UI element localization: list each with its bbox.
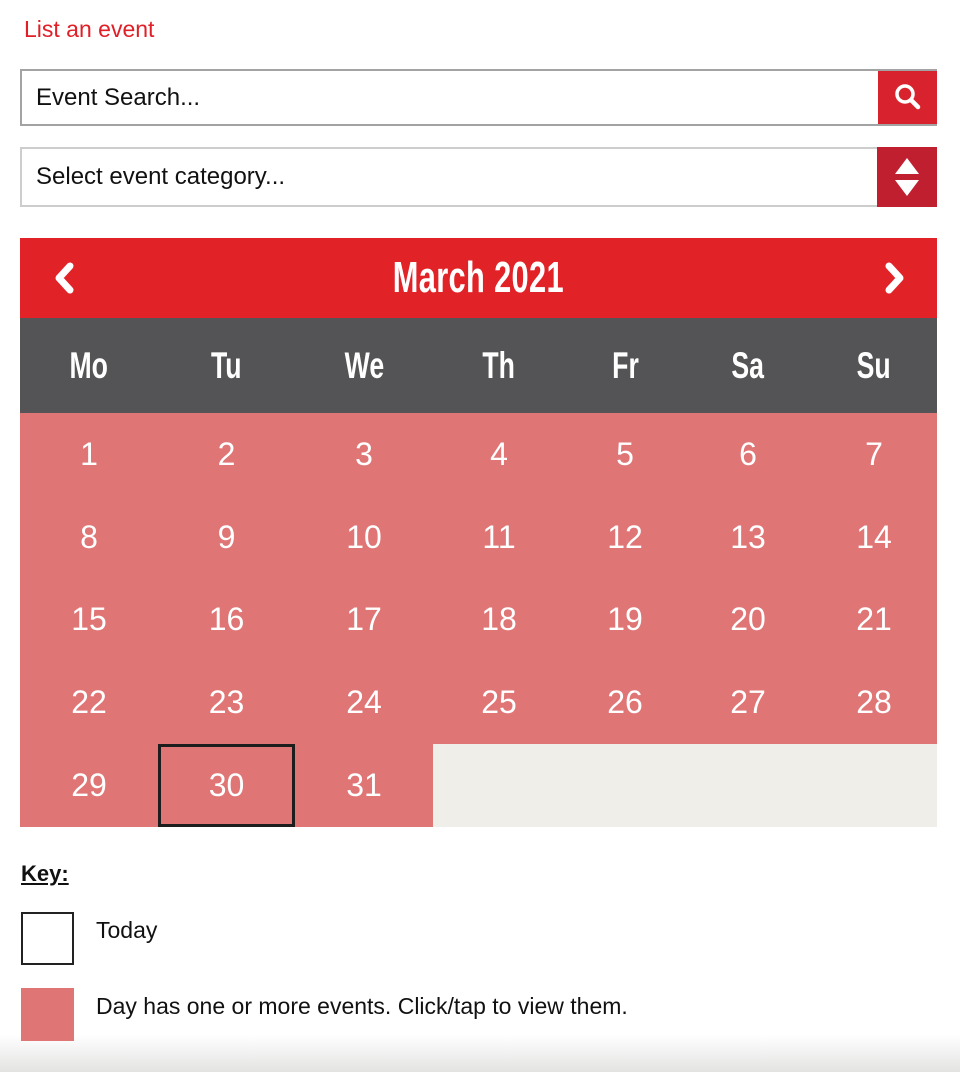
search-icon [891,81,925,115]
weekday-label-su: Su [856,344,892,386]
calendar-day-19[interactable]: 19 [565,579,685,662]
calendar-day-23[interactable]: 23 [158,661,295,744]
calendar-day-21[interactable]: 21 [811,579,937,662]
select-spinner-button[interactable] [877,147,937,207]
next-month-button[interactable] [865,238,925,318]
key-item-today [21,912,960,965]
calendar-day-4[interactable]: 4 [433,413,565,496]
calendar-day-16[interactable]: 16 [158,579,295,662]
empty-day-cell [433,744,565,827]
event-search-bar [20,69,937,126]
chevron-left-icon [51,260,77,296]
calendar-day-31[interactable]: 31 [295,744,433,827]
arrow-up-icon [895,158,919,174]
event-category-select[interactable] [20,147,937,207]
key-heading: Key: [21,860,69,886]
calendar-day-12[interactable]: 12 [565,496,685,579]
calendar-header [20,238,937,318]
arrow-down-icon [895,180,919,196]
category-select-value: Select event category... [36,163,286,190]
calendar-day-27[interactable]: 27 [685,661,811,744]
calendar-day-25[interactable]: 25 [433,661,565,744]
calendar-day-grid [20,413,937,827]
calendar-day-18[interactable]: 18 [433,579,565,662]
key-item-has-events [21,988,960,1041]
empty-day-cell [811,744,937,827]
calendar-day-14[interactable]: 14 [811,496,937,579]
calendar-day-8[interactable]: 8 [20,496,158,579]
calendar-day-22[interactable]: 22 [20,661,158,744]
prev-month-button[interactable] [34,238,94,318]
calendar-title: March 2021 [392,253,565,302]
chevron-right-icon [882,260,908,296]
calendar-day-3[interactable]: 3 [295,413,433,496]
today-swatch [21,912,74,965]
calendar-day-13[interactable]: 13 [685,496,811,579]
calendar-day-2[interactable]: 2 [158,413,295,496]
calendar-key [21,861,960,1041]
calendar-day-11[interactable]: 11 [433,496,565,579]
calendar-day-20[interactable]: 20 [685,579,811,662]
calendar-day-9[interactable]: 9 [158,496,295,579]
calendar-day-24[interactable]: 24 [295,661,433,744]
weekday-label-tu: Tu [211,344,242,386]
empty-day-cell [565,744,685,827]
calendar-day-17[interactable]: 17 [295,579,433,662]
weekday-label-th: Th [482,344,516,386]
calendar-widget [20,238,937,827]
calendar-day-7[interactable]: 7 [811,413,937,496]
calendar-day-15[interactable]: 15 [20,579,158,662]
event-search-input[interactable] [20,69,937,126]
weekday-header-row [20,318,937,413]
weekday-label-sa: Sa [731,344,765,386]
search-button[interactable] [878,71,937,124]
calendar-day-28[interactable]: 28 [811,661,937,744]
weekday-label-fr: Fr [611,344,639,386]
calendar-day-30[interactable]: 30 [158,744,295,827]
calendar-day-10[interactable]: 10 [295,496,433,579]
weekday-label-we: We [344,344,384,386]
key-label-today: Today [96,916,158,943]
calendar-day-5[interactable]: 5 [565,413,685,496]
calendar-day-29[interactable]: 29 [20,744,158,827]
key-label-has-events: Day has one or more events. Click/tap to view them. [96,992,628,1019]
weekday-label-mo: Mo [69,344,109,386]
calendar-day-26[interactable]: 26 [565,661,685,744]
calendar-day-1[interactable]: 1 [20,413,158,496]
calendar-day-6[interactable]: 6 [685,413,811,496]
has-events-swatch [21,988,74,1041]
list-event-link[interactable]: List an event [24,16,155,42]
empty-day-cell [685,744,811,827]
